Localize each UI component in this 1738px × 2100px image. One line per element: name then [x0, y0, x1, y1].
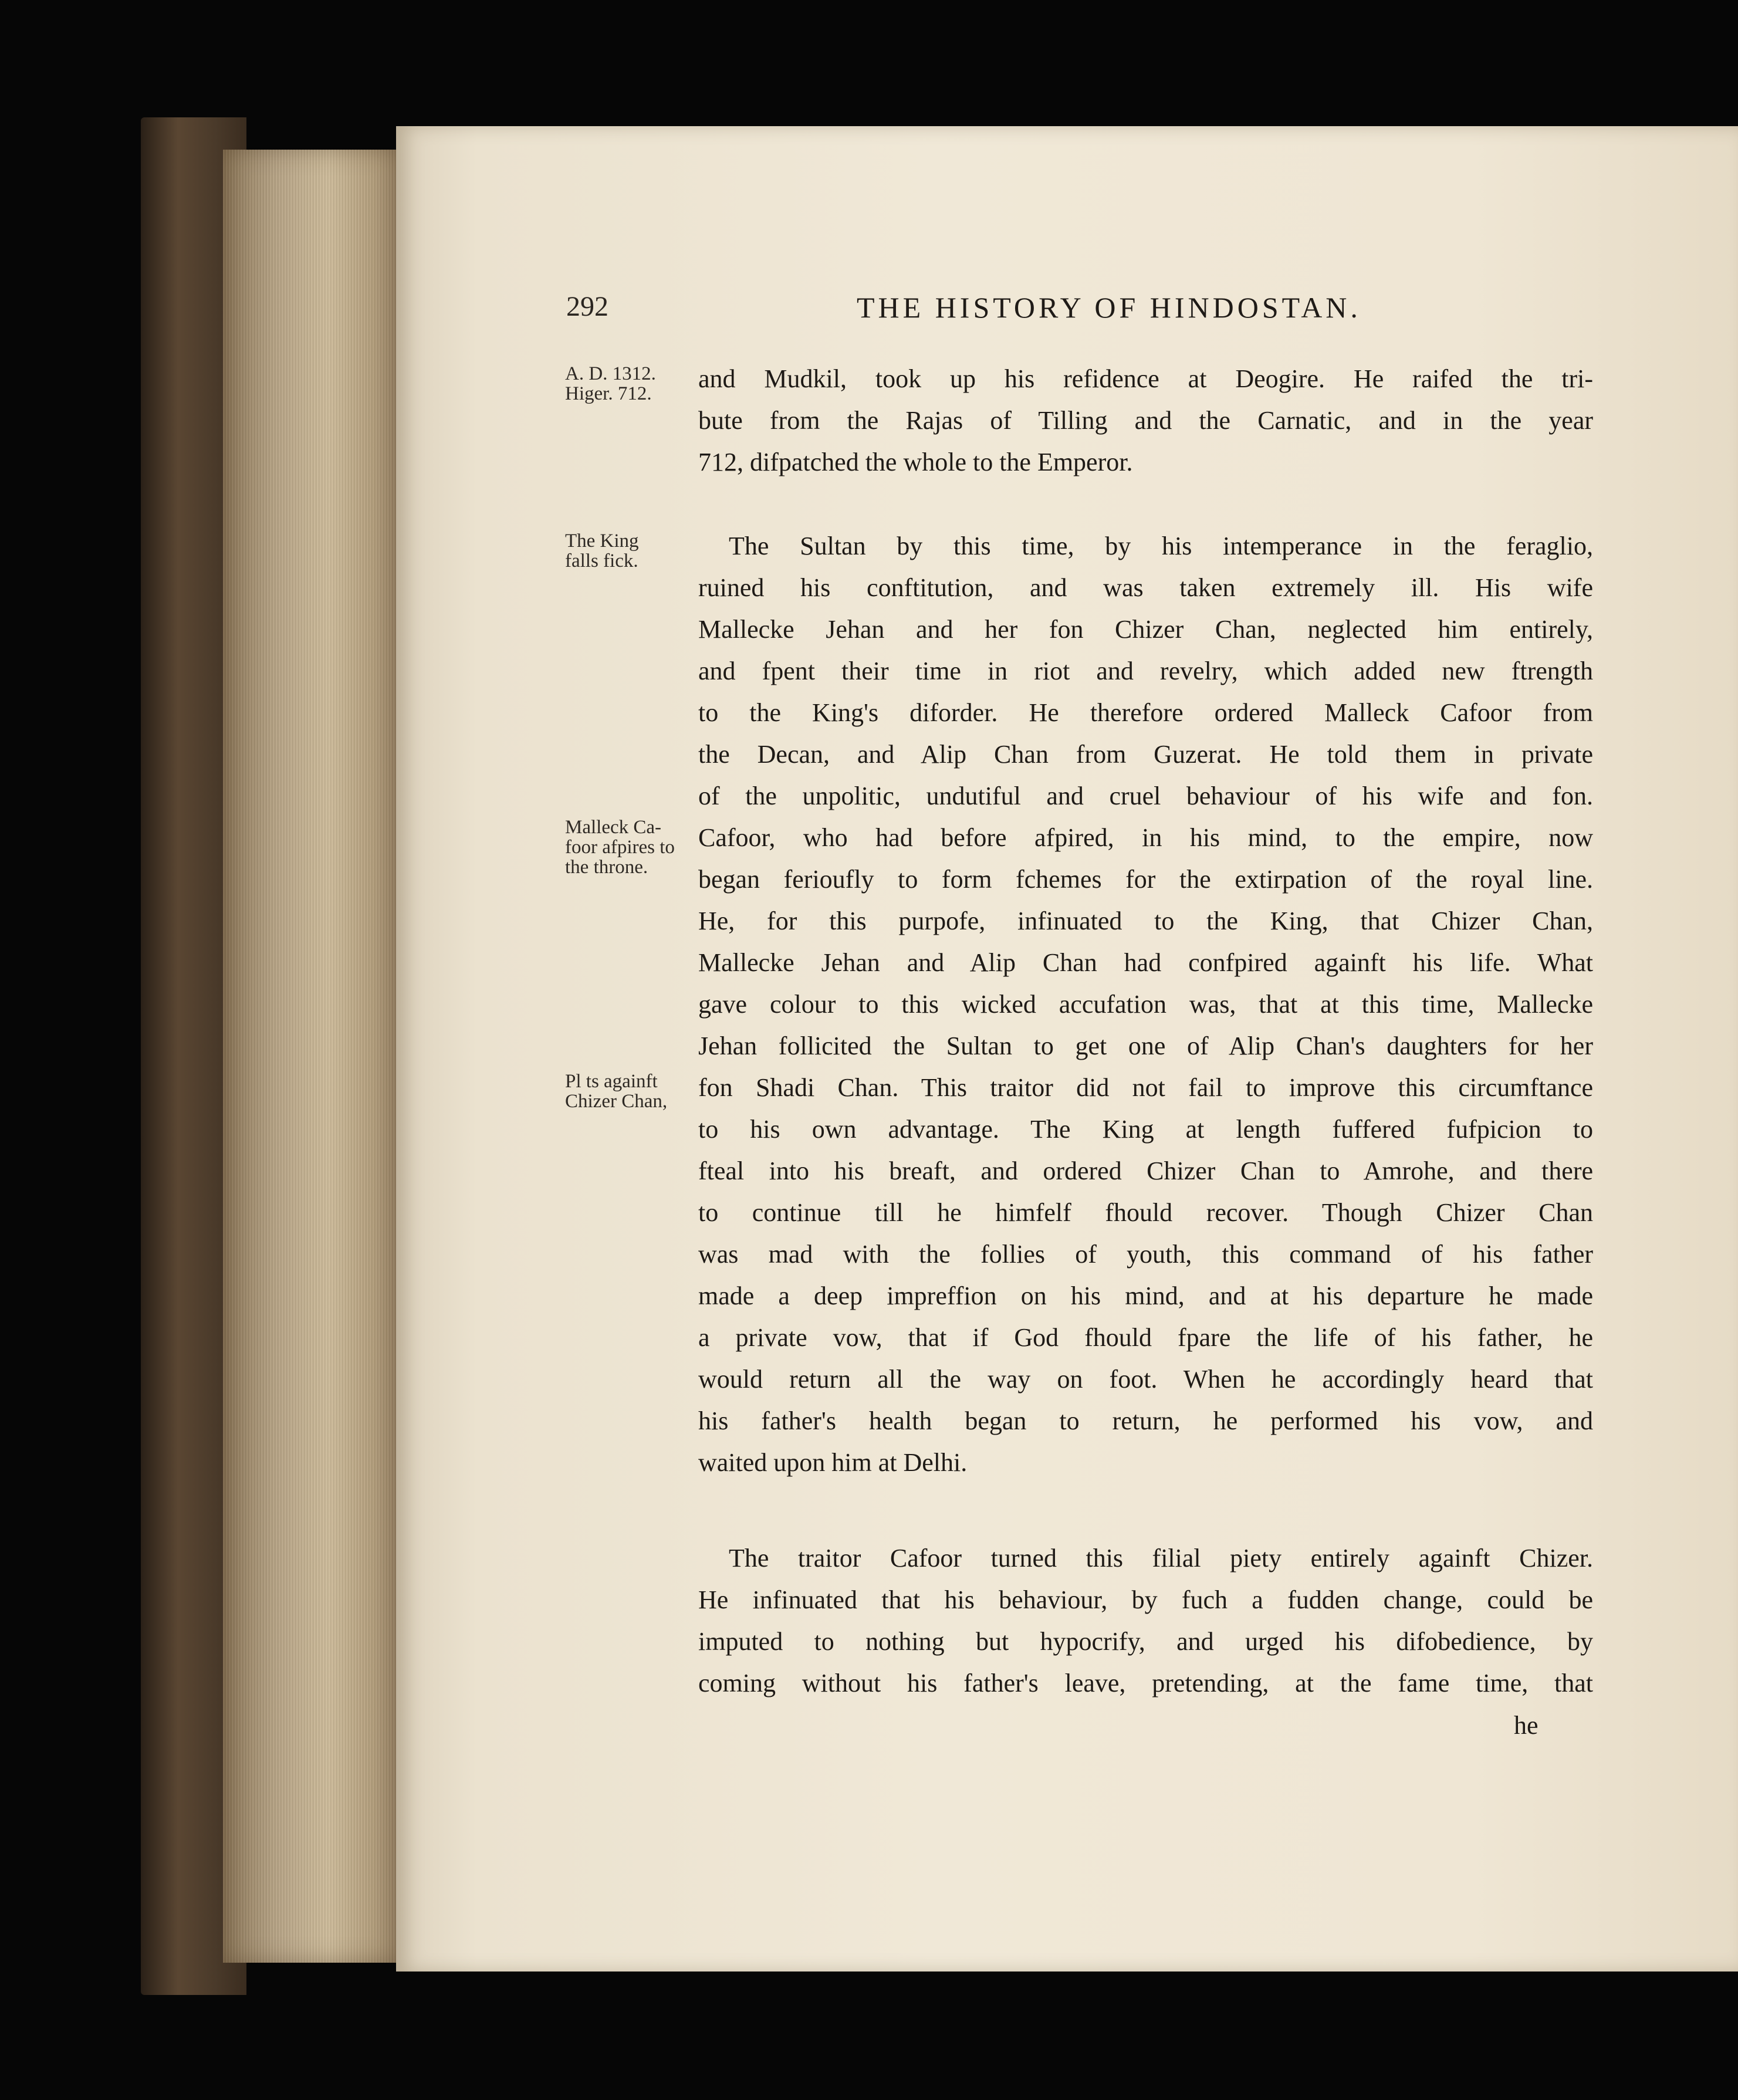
text-line: Jehan follicited the Sultan to get one of Alip Chan's daughters for her: [698, 1032, 1593, 1060]
text-line: coming without his father's leave, pretending, at the fame time, that: [698, 1669, 1593, 1697]
paragraph-2: [698, 525, 1593, 1483]
text-line: waited upon him at Delhi.: [698, 1448, 968, 1477]
text-line: Cafoor, who had before afpired, in his mind, to the empire, now: [698, 823, 1593, 852]
text-line: imputed to nothing but hypocrify, and urged his difobedience, by: [698, 1627, 1593, 1656]
marginal-note-king-sick: The King falls fick.: [565, 530, 639, 572]
text-line: his father's health began to return, he performed his vow, and: [698, 1406, 1593, 1435]
text-line: of the unpolitic, undutiful and cruel behaviour of his wife and fon.: [698, 782, 1593, 810]
text-line: gave colour to this wicked accufation was, that at this time, Mallecke: [698, 990, 1593, 1019]
text-line: began ferioufly to form fchemes for the extirpation of the royal line.: [698, 865, 1593, 894]
marginal-note-cafoor-aspires: Malleck Ca- foor afpires to the throne.: [565, 817, 675, 878]
text-line: fon Shadi Chan. This traitor did not fail to improve this circumftance: [698, 1073, 1593, 1102]
text-line: Mallecke Jehan and her fon Chizer Chan, neglected him entirely,: [698, 615, 1593, 644]
text-line: Mallecke Jehan and Alip Chan had confpired againft his life. What: [698, 948, 1593, 977]
text-line: and Mudkil, took up his refidence at Deogire. He raifed the tri-: [698, 364, 1593, 393]
running-head-title: THE HISTORY OF HINDOSTAN.: [857, 291, 1361, 324]
text-line: ruined his conftitution, and was taken extremely ill. His wife: [698, 573, 1593, 602]
text-line: bute from the Rajas of Tilling and the Carnatic, and in the year: [698, 406, 1593, 435]
text-line: made a deep impreffion on his mind, and at his departure he made: [698, 1281, 1593, 1310]
running-head: [566, 290, 1596, 337]
text-line: to his own advantage. The King at length fuffered fufpicion to: [698, 1115, 1593, 1144]
text-line: and fpent their time in riot and revelry, which added new ftrength: [698, 657, 1593, 685]
text-line: 712, difpatched the whole to the Emperor.: [698, 448, 1133, 476]
paragraph-1: [698, 358, 1593, 483]
text-line: a private vow, that if God fhould fpare the life of his father, he: [698, 1323, 1593, 1352]
marginal-note-date: A. D. 1312. Higer. 712.: [565, 363, 656, 404]
text-line: The traitor Cafoor turned this filial piety entirely againft Chizer.: [729, 1544, 1593, 1573]
text-line: would return all the way on foot. When he accordingly heard that: [698, 1365, 1593, 1394]
text-line: was mad with the follies of youth, this command of his father: [698, 1240, 1593, 1269]
paragraph-3: [698, 1537, 1593, 1704]
text-line: fteal into his breaft, and ordered Chizer Chan to Amrohe, and there: [698, 1156, 1593, 1185]
page-edges: [223, 150, 399, 1963]
text-line: to the King's diforder. He therefore ordered Malleck Cafoor from: [698, 698, 1593, 727]
page-number: 292: [566, 291, 608, 322]
catchword: he: [1514, 1711, 1538, 1740]
text-line: He infinuated that his behaviour, by fuch a fudden change, could be: [698, 1585, 1593, 1614]
text-line: The Sultan by this time, by his intemperance in the feraglio,: [729, 532, 1593, 560]
text-line: the Decan, and Alip Chan from Guzerat. He told them in private: [698, 740, 1593, 769]
text-line: to continue till he himfelf fhould recover. Though Chizer Chan: [698, 1198, 1593, 1227]
text-line: He, for this purpofe, infinuated to the King, that Chizer Chan,: [698, 907, 1593, 935]
marginal-note-plots: Pl ts againft Chizer Chan,: [565, 1071, 668, 1112]
